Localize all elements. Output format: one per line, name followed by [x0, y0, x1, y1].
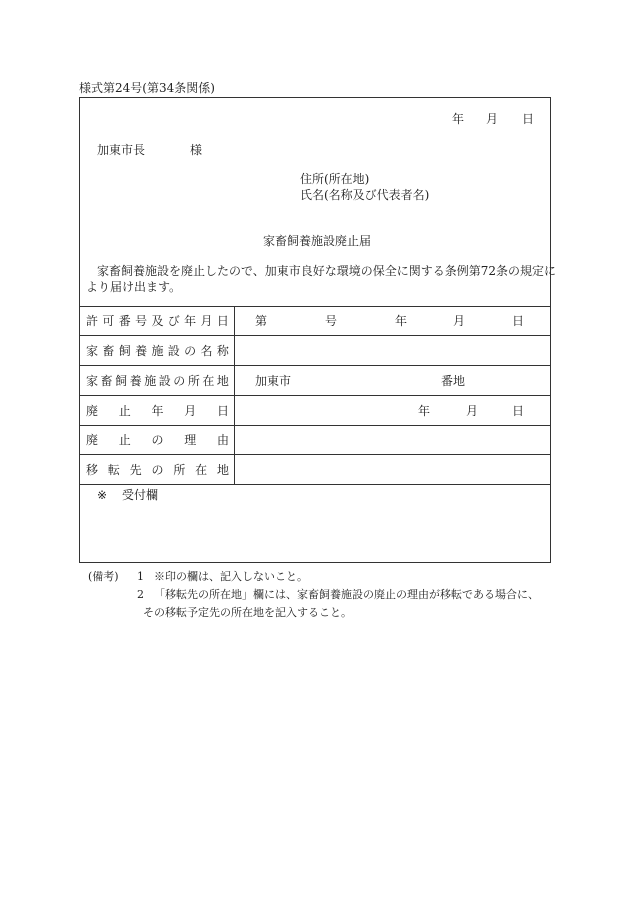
label-char: 施 — [151, 344, 164, 358]
label-char: 称 — [216, 344, 229, 358]
note-2-number: 2 — [137, 588, 144, 601]
note-1-number: 1 — [137, 570, 144, 583]
label-text — [86, 373, 229, 389]
permit-day: 日 — [512, 314, 525, 328]
label-text — [86, 343, 229, 359]
label-char: 設 — [158, 374, 171, 388]
label-char: 止 — [118, 433, 131, 447]
label-char: 地 — [216, 463, 229, 477]
body-text-line2: より届け出ます。 — [86, 280, 182, 294]
label-char: 在 — [202, 374, 215, 388]
label-char: 飼 — [115, 374, 128, 388]
reception-label: 受付欄 — [122, 488, 159, 502]
permit-number-prefix: 第 — [255, 314, 268, 328]
label-char: 畜 — [102, 344, 115, 358]
label-char: 転 — [107, 463, 120, 477]
label-char: 月 — [184, 404, 197, 418]
label-char: 可 — [102, 314, 115, 328]
label-char: 廃 — [86, 433, 99, 447]
row-label-permit — [86, 313, 229, 329]
label-char: 施 — [144, 374, 157, 388]
label-char: 年 — [184, 314, 197, 328]
label-char: 理 — [184, 433, 197, 447]
label-char: 養 — [129, 374, 142, 388]
label-text — [86, 403, 229, 419]
abolition-day: 日 — [512, 404, 525, 418]
label-char: の — [173, 374, 186, 388]
label-text — [86, 313, 229, 329]
label-char: 日 — [216, 314, 229, 328]
label-char: 由 — [216, 433, 229, 447]
label-char: 及 — [151, 314, 164, 328]
label-char: 設 — [167, 344, 180, 358]
label-text — [86, 432, 229, 448]
permit-number-suffix: 号 — [325, 314, 338, 328]
note-2-text-line2: その移転予定先の所在地を記入すること。 — [143, 606, 352, 619]
label-text — [86, 462, 229, 478]
label-char: の — [184, 344, 197, 358]
note-2-text-line1: 「移転先の所在地」欄には、家畜飼養施設の廃止の理由が移転である場合に、 — [154, 588, 539, 601]
label-char: 家 — [86, 374, 99, 388]
label-char: 所 — [187, 374, 200, 388]
label-char: 先 — [129, 463, 142, 477]
label-char: の — [151, 463, 164, 477]
location-city: 加東市 — [255, 374, 292, 388]
label-char: 名 — [200, 344, 213, 358]
label-char: 所 — [173, 463, 186, 477]
body-text-line1: 家畜飼養施設を廃止したので、加東市良好な環境の保全に関する条例第72条の規定に — [97, 264, 557, 278]
table-line — [79, 425, 551, 426]
label-char: び — [167, 314, 180, 328]
date-year: 年 — [452, 112, 465, 126]
date-day: 日 — [522, 112, 535, 126]
label-char: 許 — [86, 314, 99, 328]
abolition-month: 月 — [466, 404, 479, 418]
label-char: 年 — [151, 404, 164, 418]
row-label-facility-location — [86, 373, 229, 389]
abolition-year: 年 — [418, 404, 431, 418]
label-char: 畜 — [100, 374, 113, 388]
addressee-honorific: 様 — [190, 143, 203, 157]
label-char: 移 — [86, 463, 99, 477]
table-line — [79, 454, 551, 455]
row-label-facility-name — [86, 343, 229, 359]
notes-heading: (備考) — [88, 570, 119, 583]
addressee-name: 加東市長 — [97, 143, 146, 157]
table-line-bottom — [79, 484, 551, 485]
label-char: 養 — [135, 344, 148, 358]
label-char: 日 — [216, 404, 229, 418]
date-month: 月 — [486, 112, 499, 126]
label-char: 地 — [216, 374, 229, 388]
label-char: 止 — [118, 404, 131, 418]
label-char: 号 — [135, 314, 148, 328]
document-title: 家畜飼養施設廃止届 — [263, 234, 372, 248]
location-banchi: 番地 — [441, 374, 466, 388]
table-line — [79, 335, 551, 336]
form-number: 様式第24号(第34条関係) — [79, 81, 215, 95]
reception-mark: ※ — [97, 488, 108, 502]
table-line — [79, 395, 551, 396]
table-line — [79, 365, 551, 366]
permit-year: 年 — [395, 314, 408, 328]
note-1-text: ※印の欄は、記入しないこと。 — [154, 570, 308, 583]
permit-month: 月 — [453, 314, 466, 328]
label-char: 家 — [86, 344, 99, 358]
address-label: 住所(所在地) — [300, 172, 370, 186]
table-divider — [234, 306, 235, 484]
label-char: 在 — [195, 463, 208, 477]
table-line-top — [79, 306, 551, 307]
label-char: 番 — [118, 314, 131, 328]
label-char: の — [151, 433, 164, 447]
row-label-abolition-reason — [86, 432, 229, 448]
label-char: 飼 — [118, 344, 131, 358]
name-label: 氏名(名称及び代表者名) — [300, 188, 430, 202]
row-label-abolition-date — [86, 403, 229, 419]
row-label-relocation-address — [86, 462, 229, 478]
label-char: 月 — [200, 314, 213, 328]
label-char: 廃 — [86, 404, 99, 418]
